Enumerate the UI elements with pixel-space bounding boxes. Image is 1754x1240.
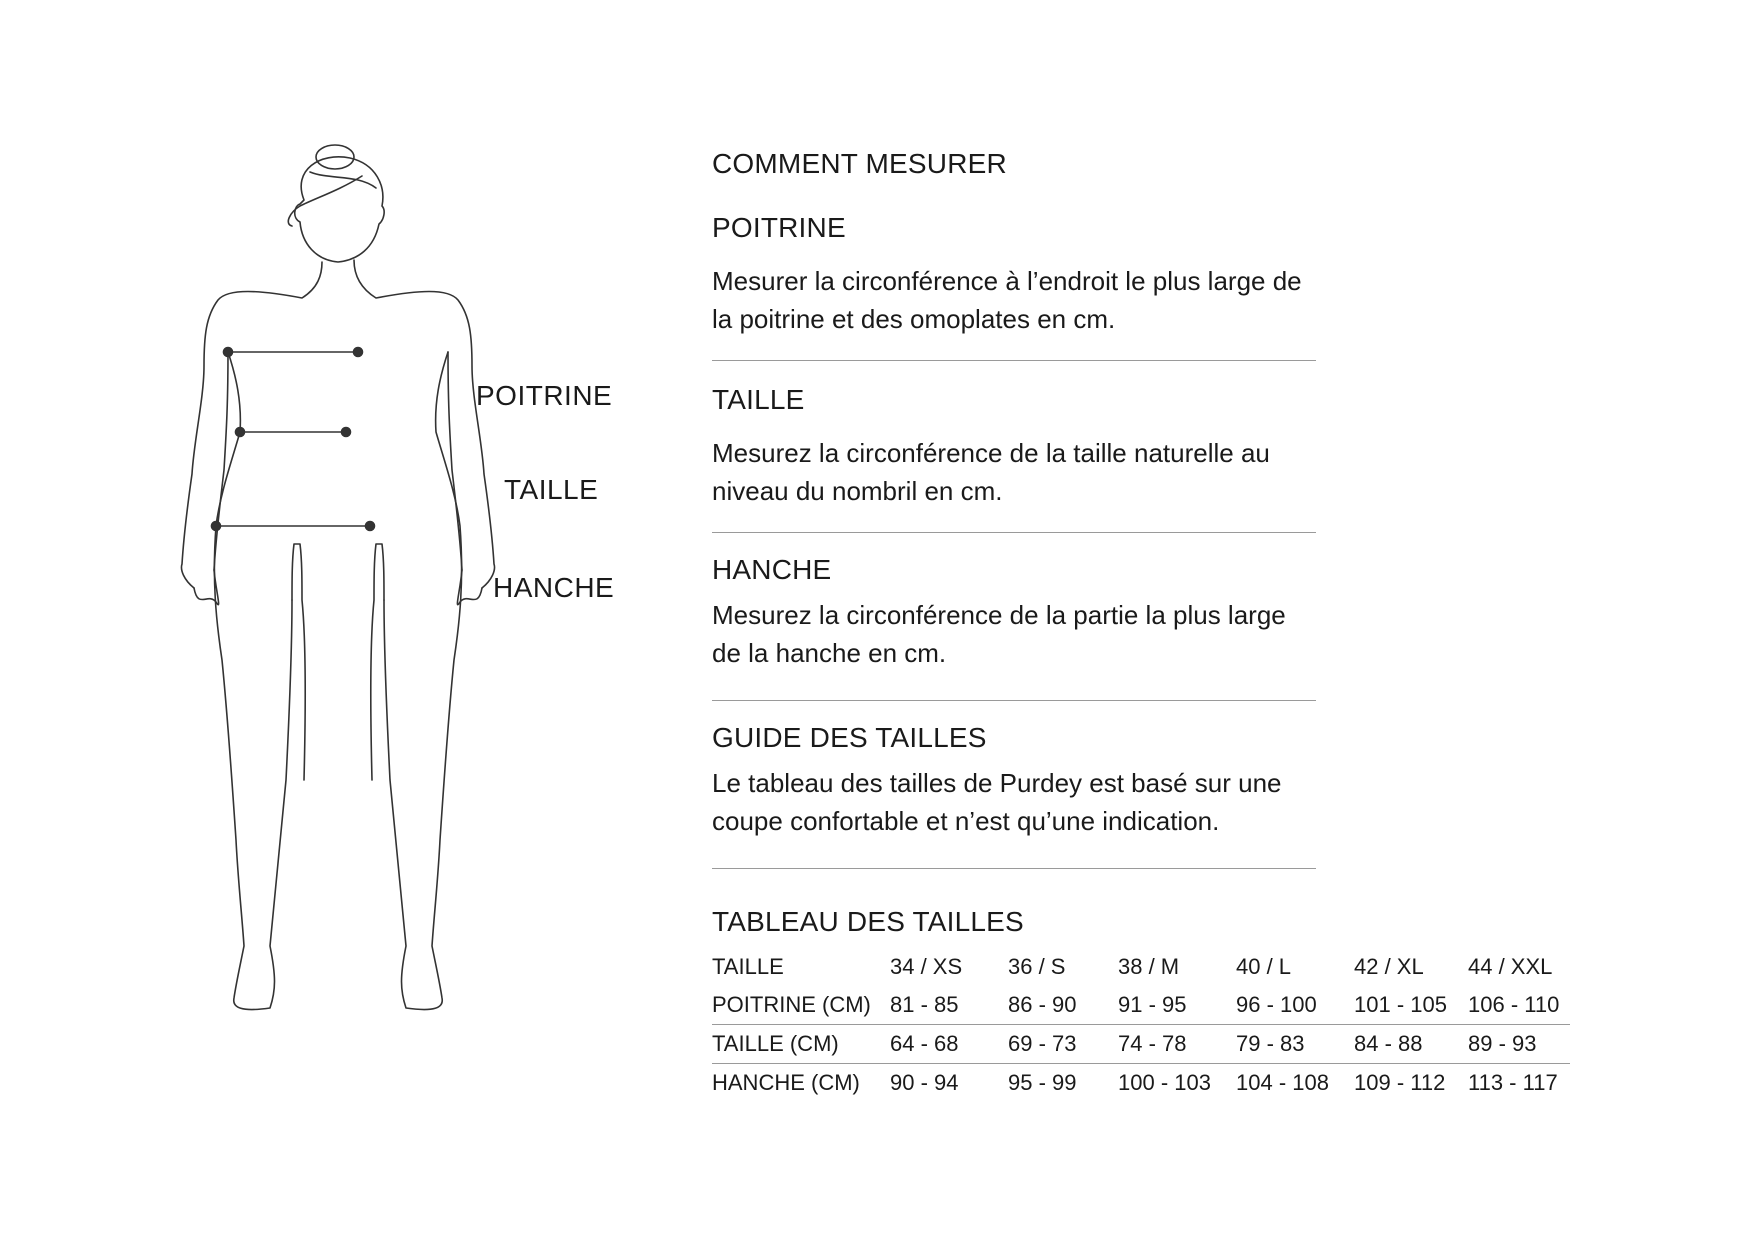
row-header: TAILLE	[712, 954, 784, 979]
female-body-outline-illustration	[180, 140, 520, 1110]
table-row-waist	[712, 1025, 1570, 1064]
section-chest	[712, 212, 1316, 338]
section-waist	[712, 384, 1316, 510]
table-cell: 74 - 78	[1118, 1025, 1236, 1064]
hair-strand	[288, 176, 362, 226]
table-cell: 34 / XS	[890, 954, 963, 979]
divider	[712, 868, 1316, 869]
table-cell: 40 / L	[1236, 954, 1292, 979]
section-title: POITRINE	[712, 212, 846, 243]
table-cell: 69 - 73	[1008, 1025, 1118, 1064]
figure-label-chest: POITRINE	[476, 380, 613, 411]
table-cell: 100 - 103	[1118, 1070, 1211, 1095]
table-cell: 109 - 112	[1354, 1070, 1446, 1095]
table-cell: 113 - 117	[1468, 1070, 1558, 1095]
table-cell: 96 - 100	[1236, 986, 1354, 1025]
section-hip	[712, 554, 1316, 672]
section-title: TAILLE	[712, 384, 805, 415]
hip-measure-point-left	[212, 522, 221, 531]
table-cell: 89 - 93	[1468, 1025, 1570, 1064]
table-cell: 79 - 83	[1236, 1025, 1354, 1064]
table-row-hip	[712, 1064, 1570, 1103]
right-shoulder-arm-outer	[354, 260, 495, 588]
section-title: HANCHE	[712, 554, 832, 585]
size-table	[712, 948, 1570, 1102]
chest-measure-point-right	[354, 348, 363, 357]
waist-measure-point-right	[342, 428, 351, 437]
table-cell: 91 - 95	[1118, 986, 1236, 1025]
section-text: Mesurer la circonférence à l’endroit le plus large de la poitrine et des omoplates en cm.	[712, 266, 1302, 334]
figure-label-waist: TAILLE	[504, 474, 599, 505]
left-shoulder-arm-outer	[182, 262, 323, 588]
waist-measure-point-left	[236, 428, 245, 437]
left-arm-inner	[214, 352, 228, 570]
section-text: Le tableau des tailles de Purdey est basé sur une coupe confortable et n’est qu’une indication.	[712, 768, 1282, 836]
table-cell: 86 - 90	[1008, 986, 1118, 1025]
table-cell: 44 / XXL	[1468, 954, 1553, 979]
row-header: POITRINE (CM)	[712, 986, 890, 1025]
table-cell: 38 / M	[1118, 954, 1180, 979]
head-outline	[295, 157, 384, 262]
table-cell: 42 / XL	[1354, 954, 1424, 979]
section-title: GUIDE DES TAILLES	[712, 722, 987, 753]
table-cell: 64 - 68	[890, 1025, 1008, 1064]
figure-label-hip: HANCHE	[493, 572, 615, 603]
inner-leg-left	[292, 544, 305, 780]
chest-measure-point-left	[224, 348, 233, 357]
table-cell: 81 - 85	[890, 986, 1008, 1025]
left-leg-outline	[214, 352, 292, 1010]
table-cell: 36 / S	[1008, 954, 1066, 979]
table-cell: 95 - 99	[1008, 1070, 1077, 1095]
row-header: TAILLE (CM)	[712, 1025, 890, 1064]
table-cell: 106 - 110	[1468, 986, 1570, 1025]
section-text: Mesurez la circonférence de la partie la plus large de la hanche en cm.	[712, 600, 1286, 668]
right-leg-outline	[384, 352, 462, 1010]
hip-measure-point-right	[366, 522, 375, 531]
divider	[712, 360, 1316, 361]
page-title: COMMENT MESURER	[712, 148, 1007, 179]
table-row-chest	[712, 986, 1570, 1025]
body-figure	[180, 140, 520, 1110]
table-cell: 101 - 105	[1354, 986, 1468, 1025]
right-arm-inner	[448, 352, 462, 570]
divider	[712, 532, 1316, 533]
size-table-title: TABLEAU DES TAILLES	[712, 906, 1024, 937]
table-cell: 104 - 108	[1236, 1070, 1329, 1095]
inner-leg-right	[371, 544, 384, 780]
table-row-size	[712, 948, 1570, 986]
section-size-guide	[712, 722, 1316, 840]
row-header: HANCHE (CM)	[712, 1070, 860, 1095]
divider	[712, 700, 1316, 701]
section-text: Mesurez la circonférence de la taille naturelle au niveau du nombril en cm.	[712, 438, 1270, 506]
table-cell: 90 - 94	[890, 1070, 959, 1095]
table-cell: 84 - 88	[1354, 1025, 1468, 1064]
